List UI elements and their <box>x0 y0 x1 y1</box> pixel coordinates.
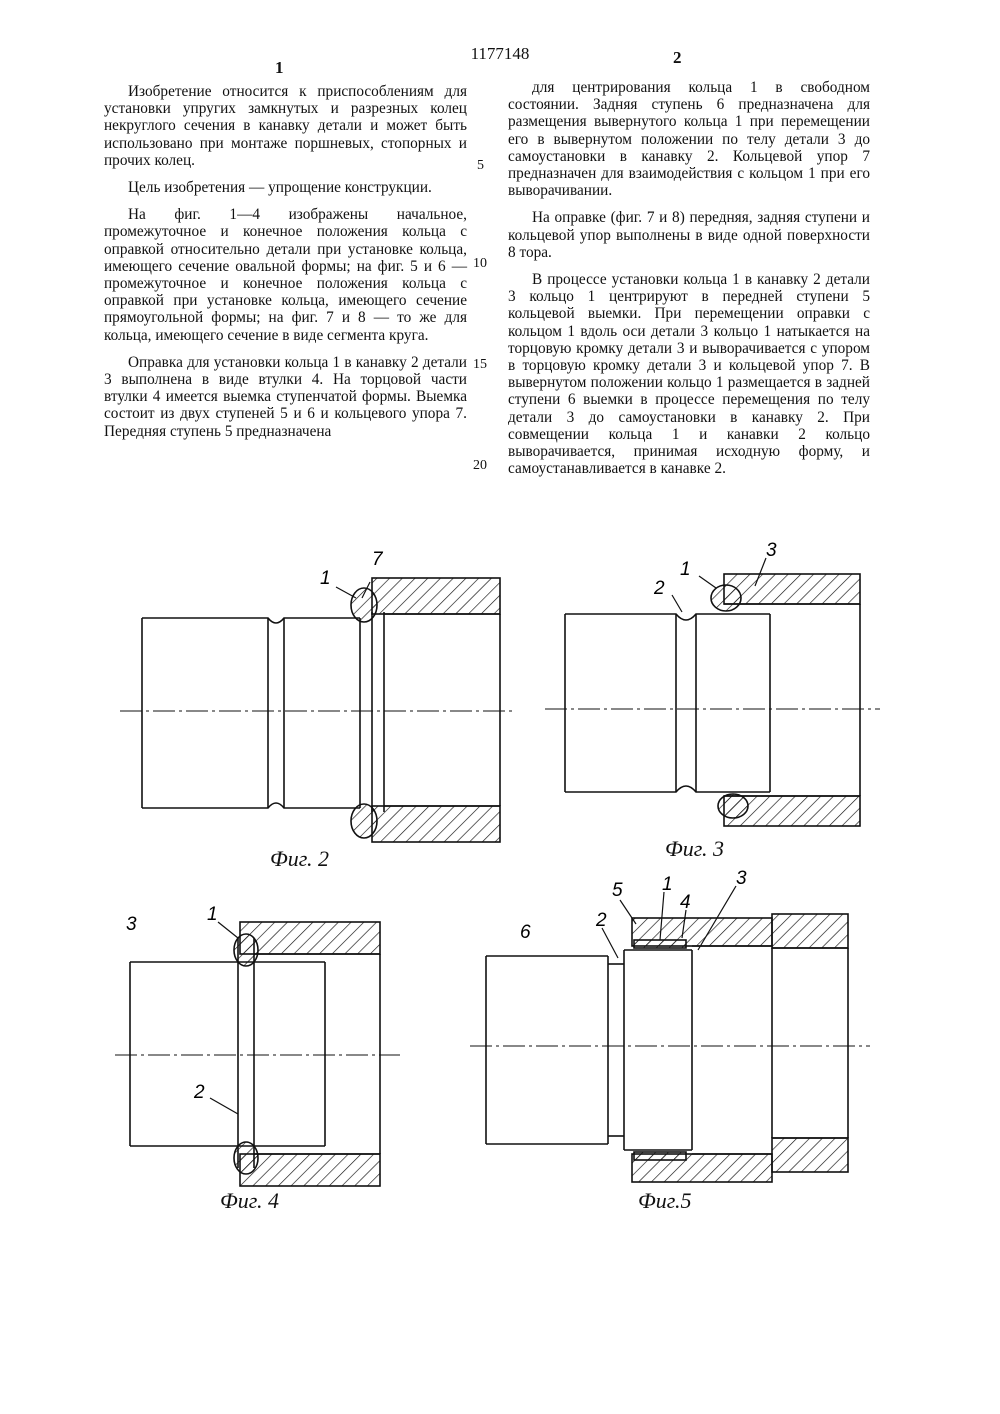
figure-3-caption: Фиг. 3 <box>665 836 724 861</box>
line-number: 15 <box>473 357 487 372</box>
paragraph: для центрирования кольца 1 в свободном состоянии. Задняя ступень 6 предназначена для размещения вывернутого кольца 1 при перемещении его в вывернутом положении по телу детали 3 до самоустановки в канавку 2. Кольцевой упор 7 предназначен для взаимодействия с кольцом 1 при его выворачивании. <box>508 79 870 200</box>
paragraph: Цель изобретения — упрощение конструкции. <box>128 179 432 197</box>
figure-2-caption: Фиг. 2 <box>270 846 329 871</box>
fig3-label: 1 <box>680 559 691 580</box>
figure-2 <box>120 578 515 842</box>
fig5-label: 5 <box>612 880 623 901</box>
column-number-right: 2 <box>673 48 682 67</box>
line-number: 5 <box>477 158 484 173</box>
figure-4-caption: Фиг. 4 <box>220 1188 279 1213</box>
fig5-label: 6 <box>520 922 531 943</box>
fig5-label: 1 <box>662 874 673 895</box>
paragraph: На фиг. 1—4 изображены начальное, промежуточное и конечное положения кольца с оправкой относительно детали при установке кольца, имеющего сечение овальной формы; на фиг. 5 и 6 — промежуточное и конечное положения кольца с оправкой при установке кольца, имеющего сечение прямоугольной формы; на фиг. 7 и 8 — то же для кольца, имеющего сечение в виде сегмента круга. <box>104 206 467 344</box>
paragraph: Изобретение относится к приспособлениям для установки упругих замкнутых и разрезных колец некруглого сечения в канавку детали и может быть использовано при монтаже поршневых, стопорных и прочих колец. <box>104 83 467 169</box>
figure-4 <box>115 922 400 1186</box>
fig3-label: 2 <box>654 578 665 599</box>
paragraph: На оправке (фиг. 7 и 8) передняя, задняя ступени и кольцевой упор выполнены в виде одной поверхности 8 тора. <box>508 209 870 261</box>
fig2-label: 1 <box>320 568 331 589</box>
figure-5-caption: Фиг.5 <box>638 1188 692 1213</box>
paragraph: В процессе установки кольца 1 в канавку 2 детали 3 кольцо 1 центрируют в передней ступени 5 кольцевой выемки. При перемещении оправки с кольцом 1 вдоль оси детали 3 кольцо 1 натыкается на торцовую кромку детали 3 и выворачивается с упором в торцовую кромку детали 3 и кольцевой упор 7. В вывернутом положении кольцо 1 размещается в задней ступени 6 выемки в процессе перемещения по телу детали 3 до самоустановки в канавку 2. При совмещении кольца 1 и канавки 2 кольцо выворачивается, принимая исходную форму, и самоустанавливается в канавке 2. <box>508 271 870 478</box>
fig4-label: 3 <box>126 914 137 935</box>
fig5-label: 4 <box>680 892 691 913</box>
figure-3 <box>545 558 880 826</box>
fig3-label: 3 <box>766 540 777 561</box>
fig5-label: 2 <box>596 910 607 931</box>
line-number: 20 <box>473 458 487 473</box>
fig4-label: 1 <box>207 904 218 925</box>
paragraph: Оправка для установки кольца 1 в канавку 2 детали 3 выполнена в виде втулки 4. На торцовой части втулки 4 имеется выемка ступенчатой формы. Выемка состоит из двух ступеней 5 и 6 и кольцевого упора 7. Передняя ступень 5 предназначена <box>104 353 467 440</box>
fig4-label: 2 <box>194 1082 205 1103</box>
column-number-left: 1 <box>275 58 284 77</box>
patent-number: 1177148 <box>470 44 530 63</box>
fig5-label: 3 <box>736 868 747 889</box>
fig2-label: 7 <box>372 549 383 570</box>
line-number: 10 <box>473 256 487 271</box>
